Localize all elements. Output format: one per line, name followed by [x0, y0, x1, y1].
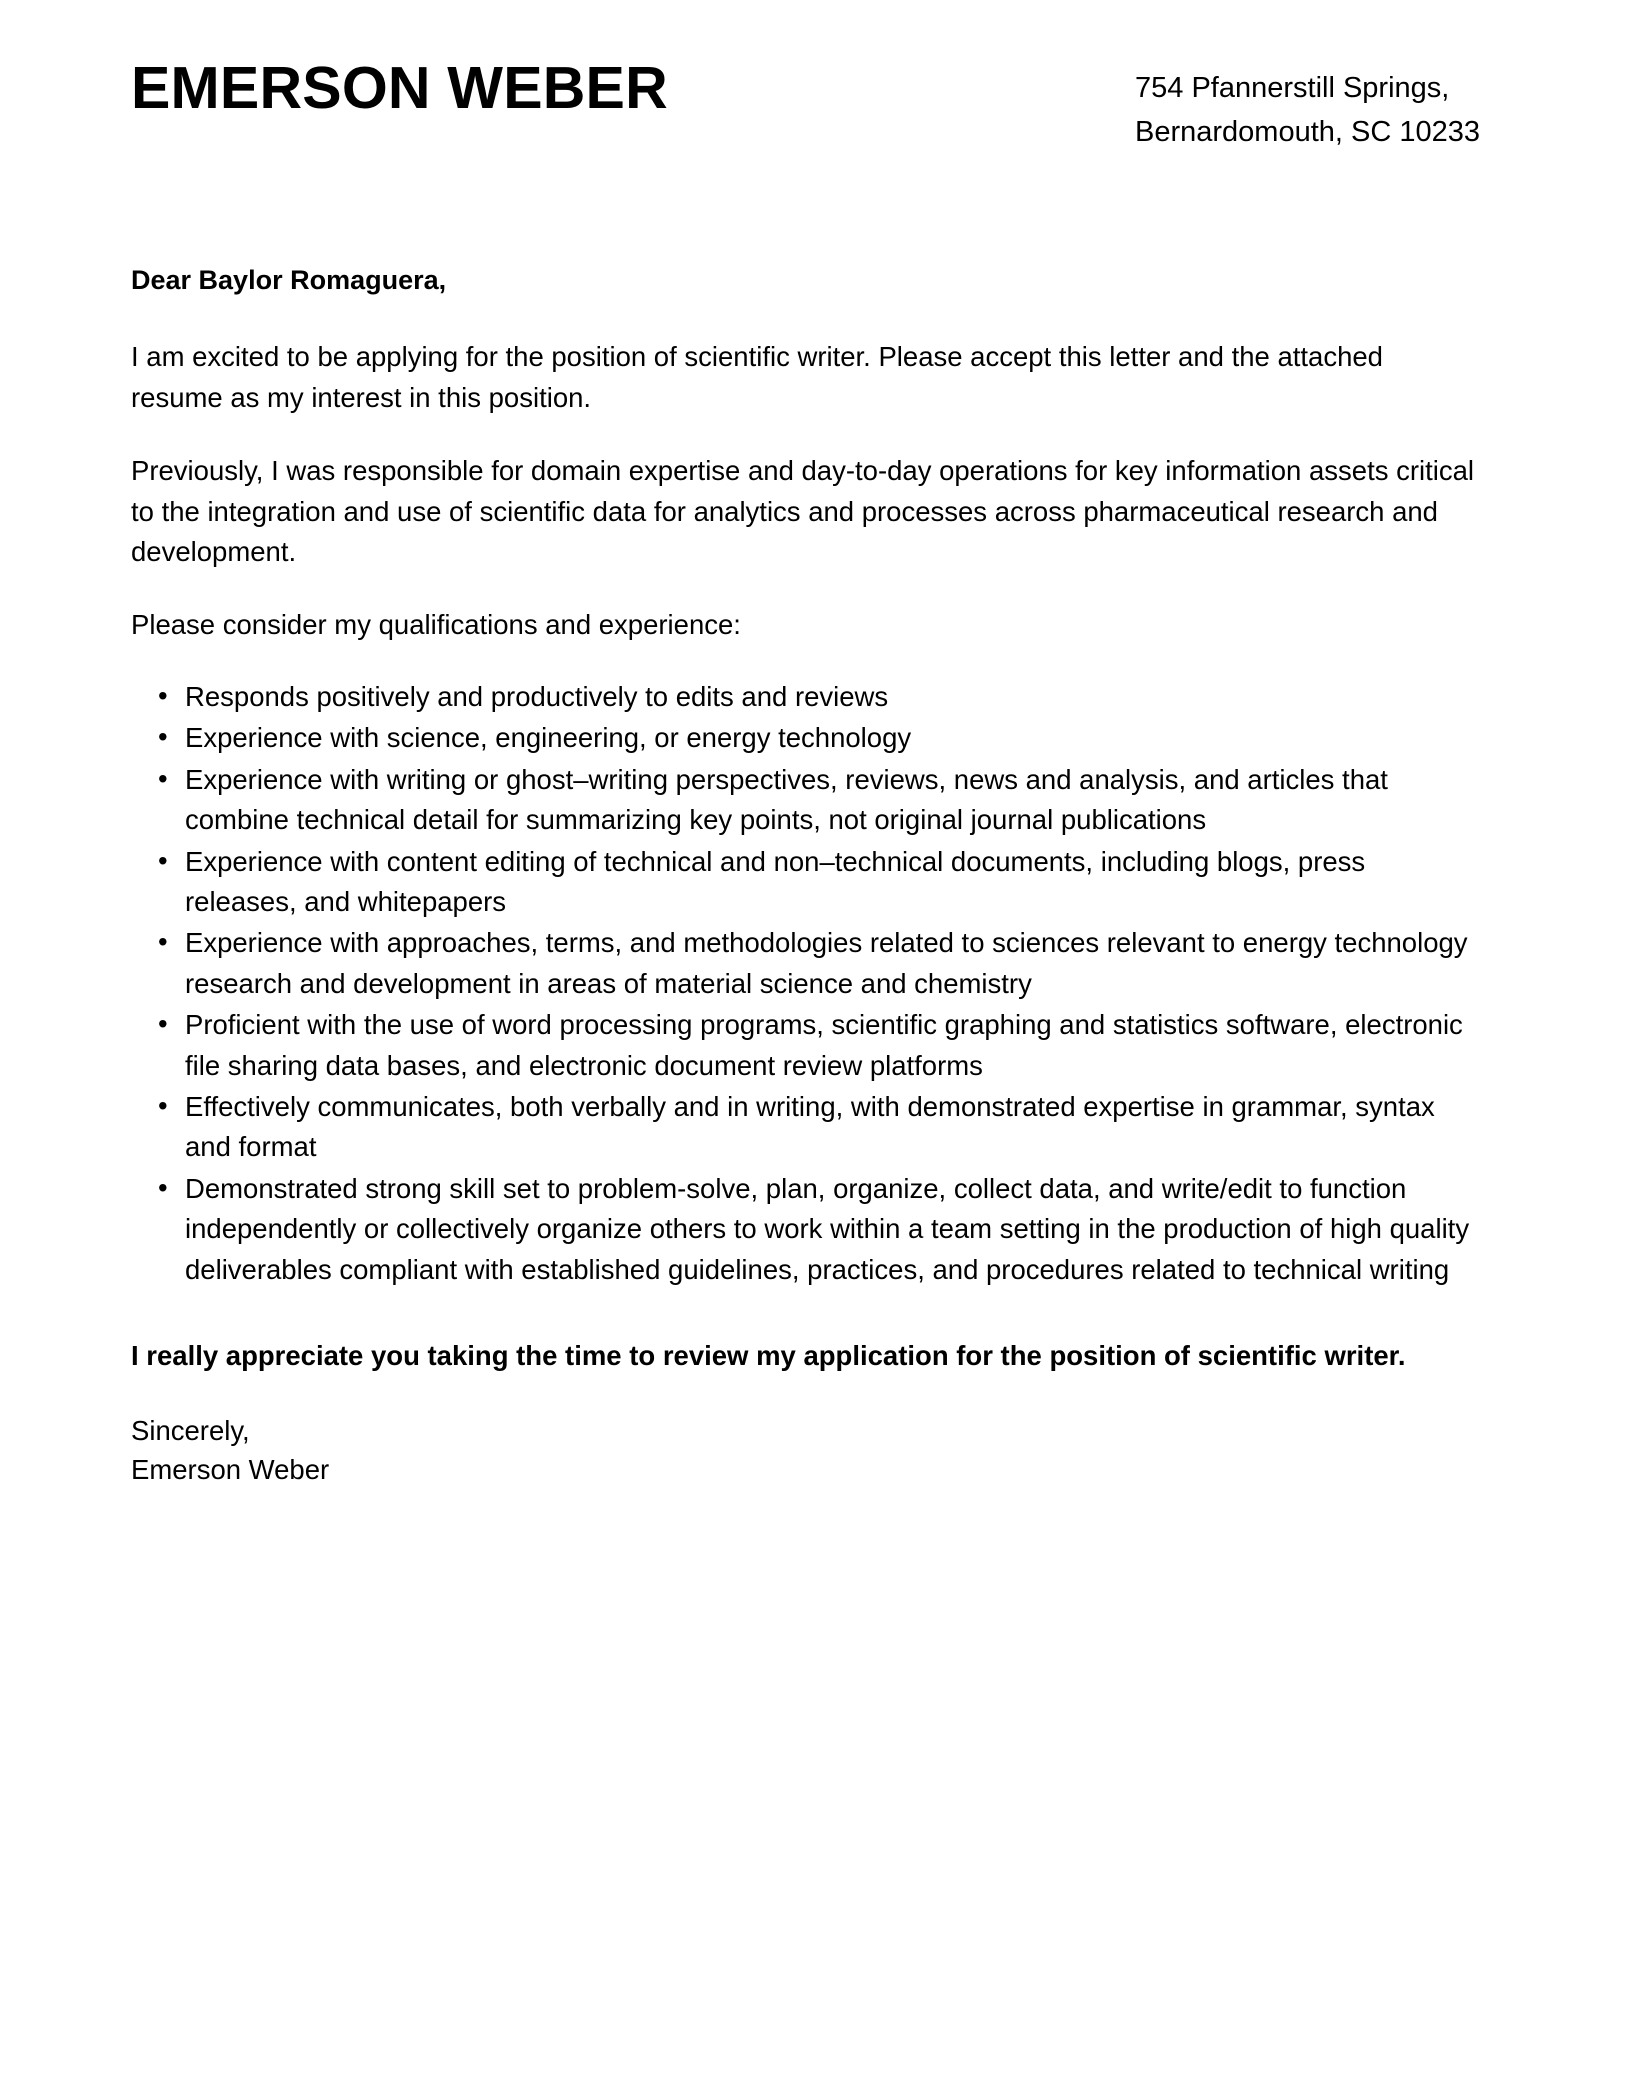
signature-block — [131, 1411, 1482, 1489]
paragraph-intro: I am excited to be applying for the position of scientific writer. Please accept this letter and the attached resume as my interest in this position. — [131, 341, 1383, 413]
closing-statement: I really appreciate you taking the time to review my application for the position of scientific writer. — [131, 1340, 1406, 1372]
list-item: • Experience with approaches, terms, and methodologies related to sciences relevant to energy technology research and development in areas of material science and chemistry — [131, 923, 1482, 1004]
list-item: • Experience with writing or ghost–writing perspectives, reviews, news and analysis, and articles that combine technical detail for summarizing key points, not original journal publications — [131, 760, 1482, 841]
sender-address-block — [1135, 58, 1480, 154]
letter-body — [0, 261, 1632, 1489]
list-item: • Proficient with the use of word processing programs, scientific graphing and statistics software, electronic file sharing data bases, and electronic document review platforms — [131, 1005, 1482, 1086]
address-line-1: 754 Pfannerstill Springs, — [1135, 72, 1450, 104]
list-item: • Responds positively and productively to edits and reviews — [131, 677, 1482, 717]
paragraph-experience: Previously, I was responsible for domain expertise and day-to-day operations for key information assets critical to the integration and use of scientific data for analytics and processes across pharmaceutical research and development. — [131, 455, 1475, 567]
list-item: • Effectively communicates, both verbally and in writing, with demonstrated expertise in grammar, syntax and format — [131, 1087, 1482, 1168]
address-line-2: Bernardomouth, SC 10233 — [1135, 116, 1480, 149]
paragraph-qualifications-lead: Please consider my qualifications and experience: — [131, 609, 741, 641]
qualifications-list — [131, 677, 1482, 1290]
sign-off: Sincerely, — [131, 1414, 250, 1446]
signature-name: Emerson Weber — [131, 1453, 330, 1485]
salutation: Dear Baylor Romaguera, — [131, 265, 447, 296]
letter-header — [0, 0, 1632, 154]
list-item: • Demonstrated strong skill set to problem-solve, plan, organize, collect data, and write/edit to function independently or collectively organize others to work within a team setting in the production of high quality deliverables compliant with established guidelines, practices, and procedures related to technical writing — [131, 1169, 1482, 1290]
page-title: EMERSON WEBER — [131, 55, 668, 121]
list-item: • Experience with science, engineering, or energy technology — [131, 718, 1482, 758]
list-item: • Experience with content editing of technical and non–technical documents, including blogs, press releases, and whitepapers — [131, 842, 1482, 923]
